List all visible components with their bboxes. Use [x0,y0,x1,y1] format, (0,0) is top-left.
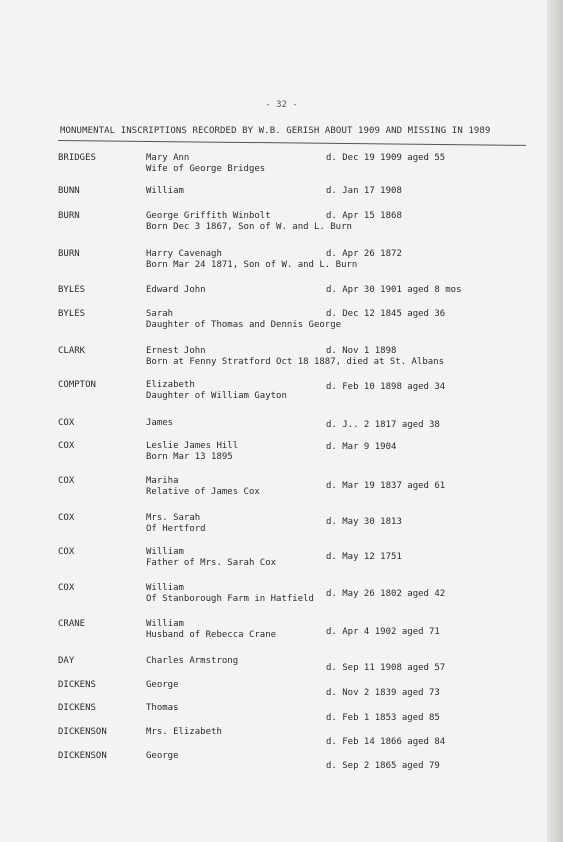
inscription-text [146,441,238,463]
name-line: George [146,751,179,761]
death-record: d. Feb 10 1898 aged 34 [326,382,446,392]
surname: BYLES [58,309,86,319]
name-line: Mariha [146,476,179,486]
page-heading: MONUMENTAL INSCRIPTIONS RECORDED BY W.B. GERISH ABOUT 1909 AND MISSING IN 1989 [60,126,491,136]
name-line: Elizabeth [146,380,195,390]
detail-line: Father of Mrs. Sarah Cox [146,558,277,568]
name-line: George Griffith Winbolt [146,211,271,221]
surname: COX [58,547,75,557]
death-record: d. Dec 12 1845 aged 36 [326,309,446,319]
surname: DICKENSON [58,751,107,761]
death-record: d. Dec 19 1909 aged 55 [326,153,446,163]
death-record: d. Feb 1 1853 aged 85 [326,713,440,723]
page-number: - 32 - [265,100,298,110]
inscription-text [146,346,444,368]
death-record: d. Apr 26 1872 [326,249,402,259]
inscription-text [146,619,276,641]
death-record: d. J.. 2 1817 aged 38 [326,420,440,430]
death-record: d. Apr 15 1868 [326,211,402,221]
death-record: d. Apr 30 1901 aged 8 mos [326,285,462,295]
detail-line: Of Stanborough Farm in Hatfield [146,594,314,604]
name-line: Leslie James Hill [146,441,239,451]
name-line: Harry Cavenagh [146,249,222,259]
name-line: Edward John [146,285,206,295]
surname: COX [58,513,75,523]
name-line: George [146,680,179,690]
name-line: Ernest John [146,346,206,356]
inscription-text [146,751,179,762]
death-record: d. Mar 9 1904 [326,442,397,452]
detail-line: Of Hertford [146,524,206,534]
name-line: James [146,418,174,428]
surname: COMPTON [58,380,96,390]
surname: DICKENS [58,703,96,713]
surname: DICKENSON [58,727,107,737]
death-record: d. Jan 17 1908 [326,186,402,196]
inscription-text [146,583,314,605]
surname: BURN [58,211,80,221]
detail-line: Husband of Rebecca Crane [146,630,277,640]
death-record: d. Sep 2 1865 aged 79 [326,761,440,771]
death-record: d. May 12 1751 [326,552,402,562]
detail-line: Born Dec 3 1867, Son of W. and L. Burn [146,222,352,232]
death-record: d. Nov 2 1839 aged 73 [326,688,440,698]
inscription-text [146,186,184,197]
name-line: Mrs. Elizabeth [146,727,222,737]
surname: BYLES [58,285,86,295]
inscription-text [146,547,276,569]
heading-underline [58,140,526,146]
surname: BUNN [58,186,80,196]
detail-line: Born at Fenny Stratford Oct 18 1887, died at St. Albans [146,357,445,367]
inscription-text [146,656,238,667]
name-line: Charles Armstrong [146,656,239,666]
inscription-text [146,680,179,691]
detail-line: Relative of James Cox [146,487,260,497]
inscription-text [146,513,206,535]
detail-line: Daughter of Thomas and Dennis George [146,320,342,330]
inscription-text [146,476,260,498]
inscription-text [146,418,173,429]
name-line: Mary Ann [146,153,190,163]
name-line: William [146,547,184,557]
inscription-text [146,703,179,714]
inscription-text [146,211,352,233]
surname: COX [58,441,75,451]
detail-line: Daughter of William Gayton [146,391,287,401]
death-record: d. May 30 1813 [326,517,402,527]
death-record: d. May 26 1802 aged 42 [326,589,446,599]
name-line: Thomas [146,703,179,713]
surname: CLARK [58,346,86,356]
name-line: William [146,186,184,196]
surname: COX [58,418,75,428]
name-line: William [146,583,184,593]
inscription-text [146,285,206,296]
page-edge-shadow [547,0,563,842]
surname: DICKENS [58,680,96,690]
surname: CRANE [58,619,86,629]
inscription-text [146,380,287,402]
death-record: d. Nov 1 1898 [326,346,397,356]
death-record: d. Apr 4 1902 aged 71 [326,627,440,637]
inscription-text [146,727,222,738]
surname: DAY [58,656,75,666]
death-record: d. Feb 14 1866 aged 84 [326,737,446,747]
detail-line: Born Mar 13 1895 [146,452,233,462]
name-line: Mrs. Sarah [146,513,201,523]
death-record: d. Sep 11 1908 aged 57 [326,663,446,673]
death-record: d. Mar 19 1837 aged 61 [326,481,446,491]
surname: COX [58,476,75,486]
surname: COX [58,583,75,593]
inscription-text [146,309,341,331]
detail-line: Born Mar 24 1871, Son of W. and L. Burn [146,260,358,270]
surname: BURN [58,249,80,259]
name-line: Sarah [146,309,174,319]
inscription-text [146,153,265,175]
surname: BRIDGES [58,153,96,163]
detail-line: Wife of George Bridges [146,164,266,174]
name-line: William [146,619,184,629]
